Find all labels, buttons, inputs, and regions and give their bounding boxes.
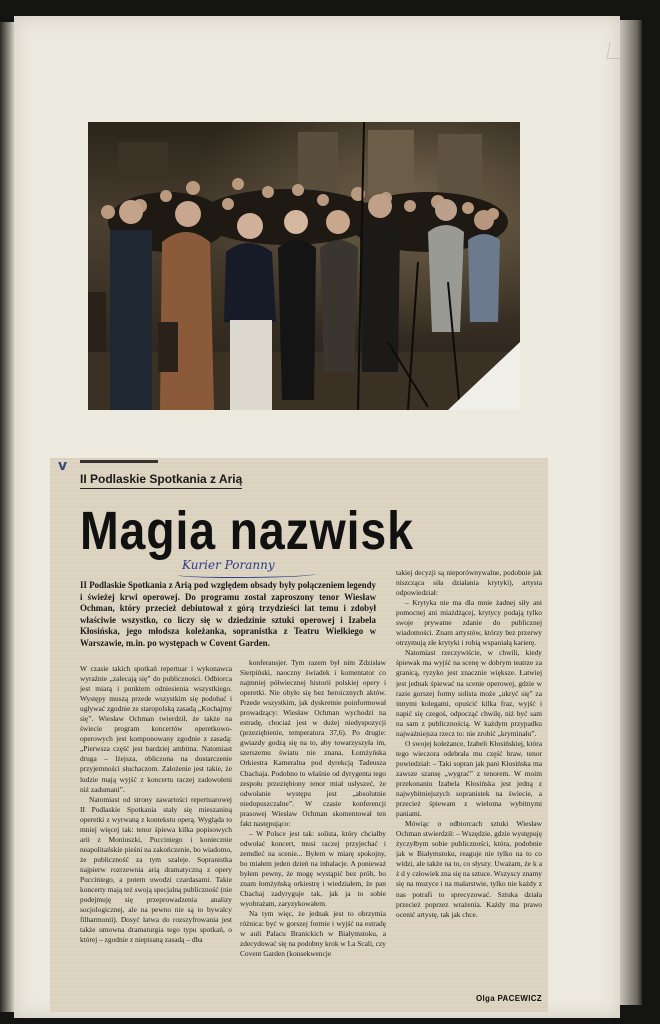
article-author: Olga PACEWICZ — [476, 994, 542, 1003]
paragraph: – Krytyka nie ma dla mnie żadnej siły ani pomocnej ani miażdżącej, krytycy podają tylko swoje prywatne zdanie do publicznej wiadomości. Znam artystów, którzy bez przerwy otrzymują złe krytyki i robią wspaniałą karierę. — [396, 598, 542, 648]
paragraph: takiej decyzji są nieporównywalne, podobnie jak niszcząca siła działania krytyki), artysta odpowiedział: — [396, 568, 542, 598]
paragraph: W czasie takich spotkań repertuar i wykonawca wyraźnie „zalecają się” do publiczności. Odbiorca jest miarą i punktem odniesienia wszystkiego. Występy muszą przede wszystkim się podobać i ugływać zgodnie ze staropolską zasadą „Kochajmy się”. Wiesław Ochman twierdził, że także na świecie program koncertów operetkowo-operowych jest komponowany zgodnie z zasadą: „Pierwsza część jest bardziej ambitna. Natomiast druga – lżejsza, obliczona na dostarczenie przyjemności słuchaczom. Założenie jest takie, że ludzie mają wyjść z koncertu raczej zadowoleni niż zadumani”. — [80, 664, 232, 794]
kicker-rule — [80, 460, 158, 463]
article-headline: Magia nazwisk — [80, 501, 414, 561]
article-lead: II Podlaskie Spotkania z Arią pod względem obsady były połączeniem legendy i świeżej krwi operowej. Do programu został zaproszony tenor Wiesław Ochman, który przecież debiutował z górą trzydzieści lat temu i zdobył właściwie wszystko, co liczy się w dziedzinie sztuki operowej i Izabela Kłosińska, jego młodsza koleżanka, sopranistka z Teatru Wielkiego w Warszawie, m.in. po występach w Covent Garden. — [80, 580, 376, 648]
paragraph: Mówiąc o odbiorcach sztuki Wiesław Ochman stwierdził: – Wszędzie, gdzie występuję życzyłbym sobie publiczności, która, podobnie jak w Białymstoku, reaguje nie tylko na to co widzi, ale także na to, co słyszy. Uważam, że k a ż d y człowiek zna się na sztuce. Wszyscy znamy się na muzyce i na malarstwie, tylko nie każdy z nas potrafi to sprecyzować. Sztuka działa przecież poprzez wrażenia. Każdy ma prawo ocenić artystę, tak jak chce. — [396, 819, 542, 919]
paragraph: – W Polsce jest tak: solista, który chciałby odwołać koncert, musi raczej przyjechać i zemdleć na scenie... Byłem w miarę spokojny, bo miałem jeden dzień na inhalacje. A ponieważ byłem pewny, że mogę wystąpić bez prób, bo znam łomżyńską orkiestrę i wiedziałem, że pan Chachaj zadyryguje tak, jak ja to sobie wyobrażam, zaryzykowałem. — [240, 828, 386, 909]
concert-photo — [88, 122, 520, 410]
handwritten-source-note: Kurier Poranny — [182, 558, 275, 572]
concert-photo-illustration — [88, 122, 520, 410]
paragraph: Na tym więc, że jednak jest to obrzymia różnica: być w gorszej formie i wyjść na estradę w auli Pałacu Branickich w Białymstoku, a zdecydować się na podobny krok w La Scali, czy Covent Garden (konsekwencje — [240, 909, 386, 959]
paragraph: Natomiast od strony zawartości repertuarowej II Podlaskie Spotkania stały się mieszaniną operetki z wyrwaną z kontekstu operą. Wygląda to mniej więcej tak: tenor śpiewa kilka popisowych arii z Moniuszki, Pucciniego i koniecznie neapolitańskie pieśni na zakończenie, bo wiadomo, że publiczność za tym szaleje. Sopranistka najpierw rozrzewnia arią dramatyczną z opery Pucciniego, a potem uwodzi czardasami. Takie koncerty mają też swoją specjalną publiczność (nie podejmuję się przeprowadzenia analizy socjologicznej, ale na pewno nie są to bywalcy filharmonii). Dosyć łatwa do rozszyfrowania jest także umowna dramaturgia tego typu spotkań, o której – zgodnie z niepisaną zasadą – dba — [80, 794, 232, 945]
album-spine-left — [0, 22, 14, 1012]
newspaper-clipping — [50, 458, 548, 1012]
paragraph: O swojej koleżance, Izabeli Kłosińskiej, która tego wieczora odebrała mu część braw, tenor powiedział: – Taki sopran jak pani Kłosińska ma zawsze szansę „wygrać” z tenorem. W moim przekonaniu Izabela Kłosińska jest jedną z najwybitniejszych sopranistek na świecie, a przecież śpiewam z wieloma wybitnymi paniami. — [396, 738, 542, 819]
album-page-stack-right — [618, 20, 642, 1005]
article-column-2 — [240, 658, 386, 1008]
page-corner-mark — [607, 42, 627, 59]
article-column-1 — [80, 664, 232, 1010]
article-kicker: II Podlaskie Spotkania z Arią — [80, 472, 242, 489]
paragraph: konferansjer. Tym razem był nim Zdzisław Sierpiński, naoczny świadek i komentator co najmniej półwiecznej historii polskiej opery i operetki. Nie obyło się bez heroicznych aktów. Przede wszystkim, jak dyskretnie poinformował prowadzący: Wiesław Ochman wychodzi na estradę, chociaż jest w dużej niedyspozycji (przeziębienie, temperatura 37,6). Po drugie: gwiazdy godzą się na to, aby towarzyszyła im, szerszemu światu nie znana, Łomżyńska Orkiestra Kameralna pod dyrekcją Tadeusza Chachaja. Podobno to właśnie od dyrygenta tego zespołu przeziębiony tenor miał usłyszeć, że odwołanie występu jest „absolutnie niedopuszczalne”. W czasie konferencji prasowej Wiesław Ochman skomentował ten fakt następująco: — [240, 658, 386, 828]
article-column-3 — [396, 568, 542, 988]
handwritten-underline — [178, 571, 316, 578]
checkmark-annotation: v — [58, 458, 68, 474]
paragraph: Natomiast rzeczywiście, w chwili, kiedy śpiewak ma wyjść na scenę w dobrym teatrze za granicą, ryzyko jest znacznie większe. Łatwiej jest jednak śpiewać na scenie operowej, gdzie w razie gorszej formy solista może „ukryć się” za innymi kolegami, opuścić kilka fraz, wyjść i napić się czegoś, odpocząć chwilę, niż być sam na sam z publicznością. W każdym przypadku najważniejsza rzecz to: nie zrobić „kryminału”. — [396, 648, 542, 738]
